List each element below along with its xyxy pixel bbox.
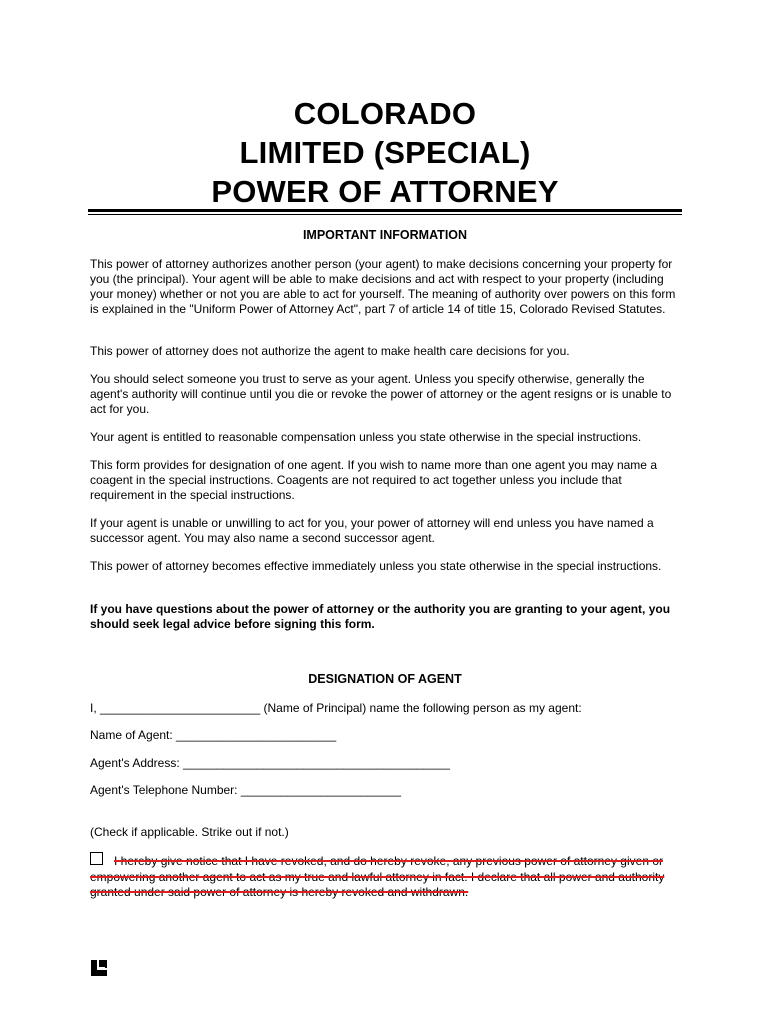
title-divider-thick: [88, 209, 682, 212]
title-line-1: COLORADO: [293, 96, 477, 131]
check-instruction: (Check if applicable. Strike out if not.): [90, 825, 289, 839]
legal-advice-notice: If you have questions about the power of attorney or the authority you are granting to your agent, you should seek legal advice before signing this form.: [90, 602, 671, 631]
info-paragraph-5: This form provides for designation of one agent. If you wish to name more than one agent you may name a coagent in the special instructions. Coagents are not required to act together unless you include that requirement in the special instructions.: [90, 458, 657, 502]
title-line-3: POWER OF ATTORNEY: [211, 174, 559, 209]
revocation-statement: I hereby give notice that I have revoked, and do hereby revoke, any previous power of attorney given or empowering another agent to act as my true and lawful attorney in fact. I declare that all power and authority granted under said power of attorney is hereby revoked and withdrawn.: [90, 854, 665, 899]
info-paragraph-4: Your agent is entitled to reasonable compensation unless you state otherwise in the special instructions.: [90, 430, 642, 444]
principal-name-line[interactable]: I, ________________________ (Name of Principal) name the following person as my agent:: [90, 701, 582, 715]
info-paragraph-3: You should select someone you trust to serve as your agent. Unless you specify otherwise, generally the agent's authority will continue until you die or revoke the power of attorney or the agent resigns or is unable to act for you.: [90, 372, 672, 416]
info-paragraph-1: This power of attorney authorizes another person (your agent) to make decisions concerning your property for you (the principal). Your agent will be able to make decisions and act with respect to your property (including your money) whether or not you are able to act for yourself. The meaning of authority over powers on this form is explained in the "Uniform Power of Attorney Act", part 7 of article 14 of title 15, Colorado Revised Statutes.: [90, 257, 676, 316]
important-info-heading: IMPORTANT INFORMATION: [302, 228, 468, 242]
agent-address-line[interactable]: Agent's Address: ________________________________________: [90, 756, 450, 770]
agent-name-line[interactable]: Name of Agent: ________________________: [90, 728, 337, 742]
document-title: [0, 94, 770, 211]
info-paragraph-2: This power of attorney does not authorize the agent to make health care decisions for you.: [90, 344, 570, 358]
info-paragraph-6: If your agent is unable or unwilling to act for you, your power of attorney will end unless you have named a successor agent. You may also name a second successor agent.: [90, 516, 654, 545]
document-logo-icon: [90, 959, 108, 977]
title-divider-thin: [88, 214, 682, 215]
agent-phone-line[interactable]: Agent's Telephone Number: ________________________: [90, 783, 402, 797]
designation-heading: DESIGNATION OF AGENT: [308, 672, 462, 686]
title-line-2: LIMITED (SPECIAL): [239, 135, 531, 170]
info-paragraph-7: This power of attorney becomes effective immediately unless you state otherwise in the special instructions.: [90, 559, 662, 573]
